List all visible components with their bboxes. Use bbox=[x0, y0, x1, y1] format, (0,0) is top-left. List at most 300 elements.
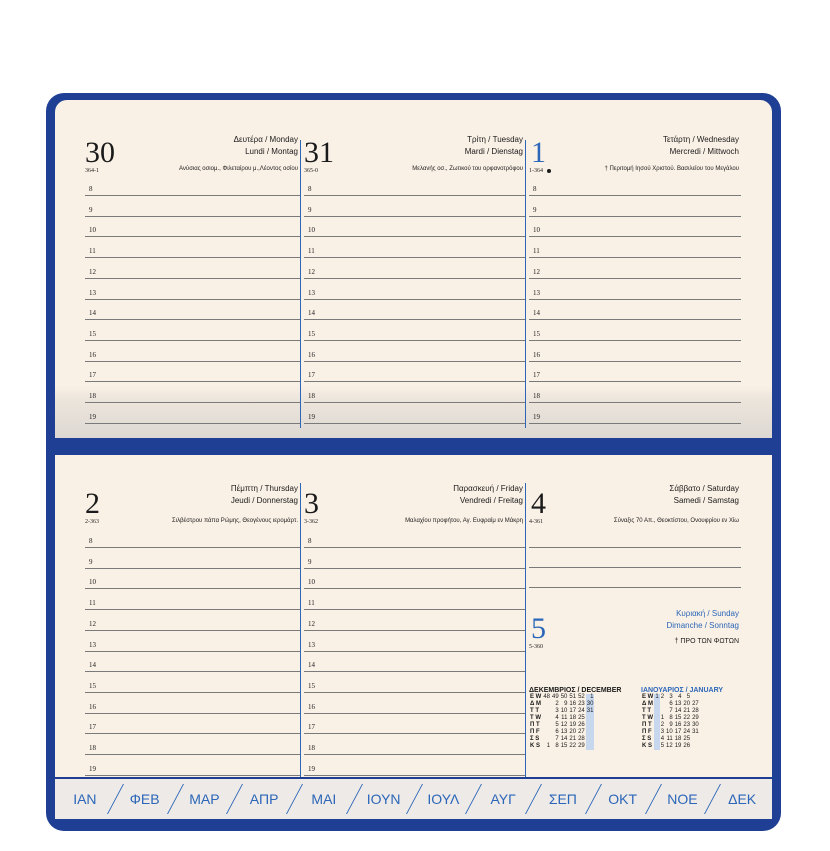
hour-label: 19 bbox=[308, 764, 315, 773]
moon-phase-icon bbox=[547, 169, 551, 173]
hour-line[interactable] bbox=[304, 216, 525, 237]
hour-line[interactable] bbox=[529, 299, 741, 320]
column-divider bbox=[300, 483, 301, 777]
calendar-day bbox=[586, 722, 595, 729]
calendar-day: 4 bbox=[660, 736, 665, 742]
calendar-day: 31 bbox=[692, 729, 699, 735]
hour-label: 12 bbox=[89, 267, 96, 276]
hour-label: 14 bbox=[89, 661, 96, 670]
hour-label: 13 bbox=[533, 288, 540, 297]
calendar-day bbox=[586, 729, 595, 736]
day-jan-1 bbox=[529, 128, 741, 428]
hour-label: 15 bbox=[308, 329, 315, 338]
hour-label: 11 bbox=[308, 247, 315, 256]
day-name-1: Τρίτη / Tuesday bbox=[467, 135, 523, 144]
tab-month-1[interactable]: ΙΑΝ bbox=[73, 791, 97, 807]
day-name-2: Vendredi / Freitag bbox=[459, 496, 523, 505]
hour-line[interactable] bbox=[304, 713, 525, 734]
hour-line[interactable] bbox=[304, 631, 525, 652]
hour-label: 16 bbox=[533, 350, 540, 359]
calendar-day bbox=[542, 701, 551, 708]
day-names bbox=[669, 483, 739, 507]
hour-line[interactable] bbox=[529, 320, 741, 341]
tab-month-4[interactable]: ΑΠΡ bbox=[249, 791, 279, 807]
hour-line[interactable] bbox=[304, 341, 525, 362]
hour-label: 15 bbox=[89, 329, 96, 338]
weekday-label: K S bbox=[642, 743, 653, 749]
calendar-day: 16 bbox=[569, 701, 577, 707]
week-number: 1 bbox=[655, 694, 659, 700]
tab-month-7[interactable]: ΙΟΥΛ bbox=[427, 791, 460, 807]
hour-line[interactable] bbox=[304, 734, 525, 755]
hour-label: 10 bbox=[308, 226, 315, 235]
hour-line[interactable] bbox=[304, 548, 525, 569]
day-names bbox=[234, 134, 298, 158]
hour-label: 16 bbox=[89, 702, 96, 711]
day-number: 5 bbox=[531, 612, 546, 645]
week-number: 51 bbox=[569, 694, 577, 700]
top-page bbox=[55, 100, 772, 438]
calendar-day: 12 bbox=[560, 722, 568, 728]
calendar-day: 1 bbox=[546, 743, 551, 749]
hour-line[interactable] bbox=[529, 341, 741, 362]
day-dec-30 bbox=[85, 128, 300, 428]
hour-line[interactable] bbox=[85, 672, 300, 693]
hour-line[interactable] bbox=[85, 568, 300, 589]
day-name-2: Lundi / Montag bbox=[245, 147, 298, 156]
calendar-day bbox=[542, 708, 551, 715]
tab-separator bbox=[645, 784, 662, 814]
hour-line[interactable] bbox=[304, 755, 525, 776]
hour-label: 15 bbox=[89, 681, 96, 690]
calendar-day: 8 bbox=[555, 743, 559, 749]
day-name-1: Δευτέρα / Monday bbox=[233, 135, 298, 144]
hour-label: 15 bbox=[533, 329, 540, 338]
weekday-label: T W bbox=[642, 715, 653, 721]
calendar-day: 29 bbox=[578, 743, 585, 749]
day-dec-31 bbox=[304, 128, 525, 428]
day-code: 4-361 bbox=[529, 519, 543, 525]
calendar-day: 19 bbox=[674, 743, 682, 749]
hour-label: 14 bbox=[308, 309, 315, 318]
hour-label: 17 bbox=[308, 723, 315, 732]
weekday-label: Σ S bbox=[530, 736, 540, 742]
hour-label: 9 bbox=[89, 205, 93, 214]
hour-line[interactable] bbox=[85, 175, 300, 196]
calendar-day: 24 bbox=[683, 729, 691, 735]
calendar-day: 17 bbox=[674, 729, 682, 735]
hour-line[interactable] bbox=[529, 382, 741, 403]
hour-label: 19 bbox=[89, 764, 96, 773]
mini-calendar-january bbox=[641, 687, 723, 750]
hour-line[interactable] bbox=[85, 341, 300, 362]
hour-label: 17 bbox=[308, 371, 315, 380]
hour-label: 19 bbox=[533, 412, 540, 421]
hour-line[interactable] bbox=[85, 527, 300, 548]
hour-label: 8 bbox=[533, 185, 537, 193]
note-line bbox=[529, 567, 741, 568]
hour-label: 18 bbox=[308, 744, 315, 752]
calendar-day: 27 bbox=[692, 701, 699, 707]
hour-label: 13 bbox=[308, 288, 315, 297]
saint-note: Μελανής οσ., Ζωτικού του ορφανοτρόφου bbox=[412, 166, 523, 172]
day-name-2: Dimanche / Sonntag bbox=[666, 621, 739, 630]
hour-line[interactable] bbox=[85, 237, 300, 258]
day-jan-3 bbox=[304, 485, 525, 775]
weekday-label: Π T bbox=[530, 722, 540, 728]
calendar-day: 21 bbox=[569, 736, 577, 742]
mini-calendar-title: ΔΕΚΕΜΒΡΙΟΣ / DECEMBER bbox=[529, 687, 622, 694]
calendar-day bbox=[586, 715, 595, 722]
calendar-day: 9 bbox=[669, 722, 673, 728]
week-number: E W bbox=[642, 694, 654, 700]
calendar-day: 23 bbox=[578, 701, 585, 707]
calendar-day: 11 bbox=[666, 736, 673, 742]
mini-calendar-grid bbox=[641, 694, 700, 750]
calendar-day: 15 bbox=[560, 743, 568, 749]
saint-note: † Περιτομή Ιησού Χριστού. Βασιλείου του Μεγάλου bbox=[604, 166, 739, 172]
day-number: 2 bbox=[85, 487, 100, 520]
hour-label: 11 bbox=[308, 599, 315, 608]
day-code bbox=[529, 168, 551, 174]
hour-line[interactable] bbox=[85, 693, 300, 714]
hour-line[interactable] bbox=[85, 734, 300, 755]
calendar-day bbox=[542, 722, 551, 729]
calendar-day: 9 bbox=[564, 701, 568, 707]
hour-line[interactable] bbox=[304, 361, 525, 382]
calendar-day: 31 bbox=[586, 708, 594, 714]
tab-month-11[interactable]: ΝΟΕ bbox=[667, 791, 698, 807]
day-name-1: Παρασκευή / Friday bbox=[453, 484, 523, 493]
day-names bbox=[663, 134, 739, 158]
hour-line[interactable] bbox=[85, 631, 300, 652]
hour-line[interactable] bbox=[529, 403, 741, 424]
tab-separator bbox=[465, 784, 482, 814]
day-number: 30 bbox=[85, 136, 115, 169]
day-names bbox=[667, 608, 740, 632]
calendar-day bbox=[542, 729, 551, 736]
calendar-day: 24 bbox=[578, 708, 585, 714]
calendar-day: 30 bbox=[692, 722, 699, 728]
column-divider bbox=[525, 140, 526, 428]
day-name-2: Mardi / Dienstag bbox=[464, 147, 523, 156]
calendar-day: 23 bbox=[683, 722, 691, 728]
hour-line[interactable] bbox=[304, 320, 525, 341]
calendar-day: 5 bbox=[555, 722, 559, 728]
hour-line[interactable] bbox=[304, 589, 525, 610]
week-number: 5 bbox=[686, 694, 691, 700]
hour-line[interactable] bbox=[529, 361, 741, 382]
weekday-label: Π T bbox=[642, 722, 652, 728]
hour-line[interactable] bbox=[304, 568, 525, 589]
day-name-1: Σάββατο / Saturday bbox=[669, 484, 739, 493]
hour-line[interactable] bbox=[304, 610, 525, 631]
saint-note: † ΠΡΟ ΤΩΝ ΦΩΤΩΝ bbox=[674, 638, 739, 645]
calendar-day: 15 bbox=[674, 715, 682, 721]
hour-label: 16 bbox=[89, 350, 96, 359]
day-number: 31 bbox=[304, 136, 334, 169]
hour-label: 18 bbox=[308, 392, 315, 400]
week-number: 2 bbox=[660, 694, 665, 700]
calendar-day: 7 bbox=[555, 736, 559, 742]
calendar-day: 11 bbox=[561, 715, 568, 721]
calendar-day: 2 bbox=[555, 701, 559, 707]
saint-note: Μαλαχίου προφήτου, Αγ. Ευφραίμ εν Μάκρη bbox=[405, 518, 523, 524]
hour-label: 17 bbox=[533, 371, 540, 380]
hour-label: 14 bbox=[308, 661, 315, 670]
day-name-2: Samedi / Samstag bbox=[673, 496, 739, 505]
hour-line[interactable] bbox=[85, 279, 300, 300]
tab-month-3[interactable]: ΜΑΡ bbox=[189, 791, 220, 807]
week-number: 49 bbox=[552, 694, 559, 700]
hour-line[interactable] bbox=[85, 548, 300, 569]
hour-label: 12 bbox=[308, 267, 315, 276]
weekday-label: Π F bbox=[530, 729, 540, 735]
tab-month-10[interactable]: ΟΚΤ bbox=[608, 791, 638, 807]
calendar-day bbox=[691, 743, 700, 750]
calendar-day: 10 bbox=[666, 729, 673, 735]
tab-separator bbox=[167, 784, 184, 814]
hour-line[interactable] bbox=[85, 589, 300, 610]
hour-label: 13 bbox=[89, 288, 96, 297]
hour-label: 15 bbox=[308, 681, 315, 690]
calendar-day: 25 bbox=[683, 736, 691, 742]
day-name-1: Κυριακή / Sunday bbox=[676, 609, 739, 618]
hour-label: 18 bbox=[89, 392, 96, 400]
calendar-day: 20 bbox=[569, 729, 577, 735]
hour-label: 14 bbox=[89, 309, 96, 318]
hour-line[interactable] bbox=[304, 693, 525, 714]
calendar-day: 30 bbox=[586, 701, 594, 707]
mini-calendar-grid bbox=[529, 694, 594, 750]
saint-note: Ανύσιας οσιομ., Φιλεταίρου μ.,Λέοντος οσίου bbox=[179, 166, 298, 172]
hour-line[interactable] bbox=[85, 196, 300, 217]
calendar-day: 12 bbox=[666, 743, 673, 749]
hour-label: 10 bbox=[89, 226, 96, 235]
weekday-label: Π F bbox=[642, 729, 652, 735]
weekday-label: Δ M bbox=[530, 701, 541, 707]
calendar-day: 18 bbox=[674, 736, 682, 742]
hour-line[interactable] bbox=[85, 258, 300, 279]
calendar-day: 18 bbox=[569, 715, 577, 721]
day-names bbox=[231, 483, 298, 507]
hour-line[interactable] bbox=[85, 382, 300, 403]
hour-line[interactable] bbox=[85, 320, 300, 341]
planner-cover bbox=[46, 93, 781, 831]
calendar-day: 14 bbox=[560, 736, 568, 742]
hour-label: 16 bbox=[308, 350, 315, 359]
hour-line[interactable] bbox=[529, 175, 741, 196]
calendar-day: 19 bbox=[569, 722, 577, 728]
day-number: 3 bbox=[304, 487, 319, 520]
week-number: E W bbox=[530, 694, 542, 700]
hour-label: 9 bbox=[308, 557, 312, 566]
calendar-day: 22 bbox=[569, 743, 577, 749]
hour-line[interactable] bbox=[304, 237, 525, 258]
tab-separator bbox=[585, 784, 602, 814]
day-name-1: Τετάρτη / Wednesday bbox=[662, 135, 739, 144]
tab-separator bbox=[704, 784, 721, 814]
calendar-day: 10 bbox=[560, 708, 568, 714]
hour-label: 11 bbox=[89, 247, 96, 256]
tab-separator bbox=[286, 784, 303, 814]
calendar-day bbox=[542, 715, 551, 722]
hour-line[interactable] bbox=[304, 279, 525, 300]
hour-line[interactable] bbox=[304, 672, 525, 693]
hour-line[interactable] bbox=[529, 216, 741, 237]
hour-label: 12 bbox=[308, 619, 315, 628]
hour-label: 19 bbox=[89, 412, 96, 421]
note-line bbox=[529, 547, 741, 548]
hour-line[interactable] bbox=[85, 651, 300, 672]
week-number: 50 bbox=[560, 694, 568, 700]
calendar-day: 13 bbox=[674, 701, 682, 707]
day-number: 4 bbox=[531, 487, 546, 520]
hour-line[interactable] bbox=[304, 382, 525, 403]
saint-note: Σιλβέστρου πάπα Ρώμης, Θεογένους ιερομάρτ. bbox=[172, 518, 298, 524]
hour-label: 14 bbox=[533, 309, 540, 318]
day-name-2: Mercredi / Mittwoch bbox=[669, 147, 739, 156]
hour-line[interactable] bbox=[85, 713, 300, 734]
hour-label: 10 bbox=[533, 226, 540, 235]
mini-calendar-december bbox=[529, 687, 621, 750]
tab-month-8[interactable]: ΑΥΓ bbox=[490, 791, 516, 807]
day-jan-5 bbox=[529, 610, 741, 690]
weekday-label: K S bbox=[530, 743, 541, 749]
hour-line[interactable] bbox=[304, 527, 525, 548]
hour-label: 9 bbox=[89, 557, 93, 566]
weekday-label: T W bbox=[530, 715, 541, 721]
weekday-label: Δ M bbox=[642, 701, 653, 707]
calendar-day: 13 bbox=[560, 729, 568, 735]
tab-separator bbox=[406, 784, 423, 814]
tab-separator bbox=[107, 784, 124, 814]
calendar-day: 7 bbox=[669, 708, 673, 714]
hour-label: 19 bbox=[308, 412, 315, 421]
calendar-day: 27 bbox=[578, 729, 585, 735]
calendar-day: 2 bbox=[660, 722, 665, 728]
hour-line[interactable] bbox=[85, 299, 300, 320]
calendar-day: 21 bbox=[683, 708, 691, 714]
tab-separator bbox=[525, 784, 542, 814]
tab-separator bbox=[346, 784, 363, 814]
hour-line[interactable] bbox=[85, 361, 300, 382]
calendar-day: 1 bbox=[660, 715, 665, 721]
calendar-day: 28 bbox=[578, 736, 585, 742]
hour-line[interactable] bbox=[85, 403, 300, 424]
day-code: 2-363 bbox=[85, 519, 99, 525]
day-code-text: 1-364 bbox=[529, 168, 543, 174]
hour-label: 8 bbox=[308, 537, 312, 545]
column-divider bbox=[525, 483, 526, 777]
weekday-label: T T bbox=[642, 708, 651, 714]
hour-label: 11 bbox=[533, 247, 540, 256]
calendar-day bbox=[586, 736, 595, 743]
hour-label: 11 bbox=[89, 599, 96, 608]
mini-calendar-title: ΙΑΝΟΥΑΡΙΟΣ / JANUARY bbox=[641, 687, 724, 694]
calendar-day bbox=[691, 736, 700, 743]
hour-label: 13 bbox=[89, 640, 96, 649]
hour-line[interactable] bbox=[85, 216, 300, 237]
hour-label: 8 bbox=[89, 185, 93, 193]
hour-label: 18 bbox=[89, 744, 96, 752]
hour-label: 9 bbox=[533, 205, 537, 214]
hour-line[interactable] bbox=[85, 610, 300, 631]
hour-label: 8 bbox=[89, 537, 93, 545]
calendar-day: 26 bbox=[578, 722, 585, 728]
calendar-day: 25 bbox=[578, 715, 585, 721]
hour-label: 12 bbox=[89, 619, 96, 628]
hour-label: 16 bbox=[308, 702, 315, 711]
week-number: 1 bbox=[586, 694, 595, 701]
hour-label: 13 bbox=[308, 640, 315, 649]
tab-month-12[interactable]: ΔΕΚ bbox=[728, 791, 757, 807]
calendar-day: 29 bbox=[692, 715, 699, 721]
hour-line[interactable] bbox=[304, 258, 525, 279]
calendar-day: 28 bbox=[692, 708, 699, 714]
calendar-day: 5 bbox=[660, 743, 665, 749]
calendar-day: 4 bbox=[555, 715, 559, 721]
day-name-1: Πέμπτη / Thursday bbox=[230, 484, 298, 493]
hour-line[interactable] bbox=[529, 258, 741, 279]
calendar-day: 20 bbox=[683, 701, 691, 707]
week-number: 4 bbox=[678, 694, 682, 700]
hour-line[interactable] bbox=[85, 755, 300, 776]
hour-label: 17 bbox=[89, 371, 96, 380]
day-code: 364-1 bbox=[85, 168, 99, 174]
hour-line[interactable] bbox=[529, 279, 741, 300]
calendar-day: 22 bbox=[683, 715, 691, 721]
bottom-page bbox=[55, 455, 772, 777]
hour-label: 12 bbox=[533, 267, 540, 276]
hour-label: 10 bbox=[308, 578, 315, 587]
hour-line[interactable] bbox=[304, 651, 525, 672]
tab-separator bbox=[226, 784, 243, 814]
tab-month-2[interactable]: ΦΕΒ bbox=[129, 791, 160, 807]
weekday-label: Σ S bbox=[642, 736, 652, 742]
hour-line[interactable] bbox=[304, 299, 525, 320]
calendar-day: 3 bbox=[555, 708, 559, 714]
calendar-day bbox=[586, 743, 595, 750]
hour-label: 18 bbox=[533, 392, 540, 400]
hour-line[interactable] bbox=[529, 237, 741, 258]
hour-line[interactable] bbox=[529, 196, 741, 217]
hour-label: 8 bbox=[308, 185, 312, 193]
tab-month-9[interactable]: ΣΕΠ bbox=[548, 791, 577, 807]
hour-label: 9 bbox=[308, 205, 312, 214]
week-number: 52 bbox=[578, 694, 585, 700]
day-code: 3-362 bbox=[304, 519, 318, 525]
hour-line[interactable] bbox=[304, 196, 525, 217]
day-code: 365-0 bbox=[304, 168, 318, 174]
calendar-day: 14 bbox=[674, 708, 682, 714]
calendar-day: 6 bbox=[555, 729, 559, 735]
month-tabs bbox=[55, 779, 772, 819]
calendar-day: 3 bbox=[660, 729, 665, 735]
hour-line[interactable] bbox=[304, 175, 525, 196]
hour-line[interactable] bbox=[304, 403, 525, 424]
weekday-label: T T bbox=[530, 708, 539, 714]
day-names bbox=[453, 483, 523, 507]
calendar-day: 8 bbox=[669, 715, 673, 721]
tab-month-6[interactable]: ΙΟΥΝ bbox=[366, 791, 401, 807]
tab-month-5[interactable]: ΜΑΙ bbox=[311, 791, 337, 807]
calendar-day: 26 bbox=[683, 743, 691, 749]
calendar-day: 6 bbox=[669, 701, 673, 707]
week-number: 48 bbox=[543, 694, 551, 700]
calendar-day bbox=[542, 736, 551, 743]
hour-label: 17 bbox=[89, 723, 96, 732]
